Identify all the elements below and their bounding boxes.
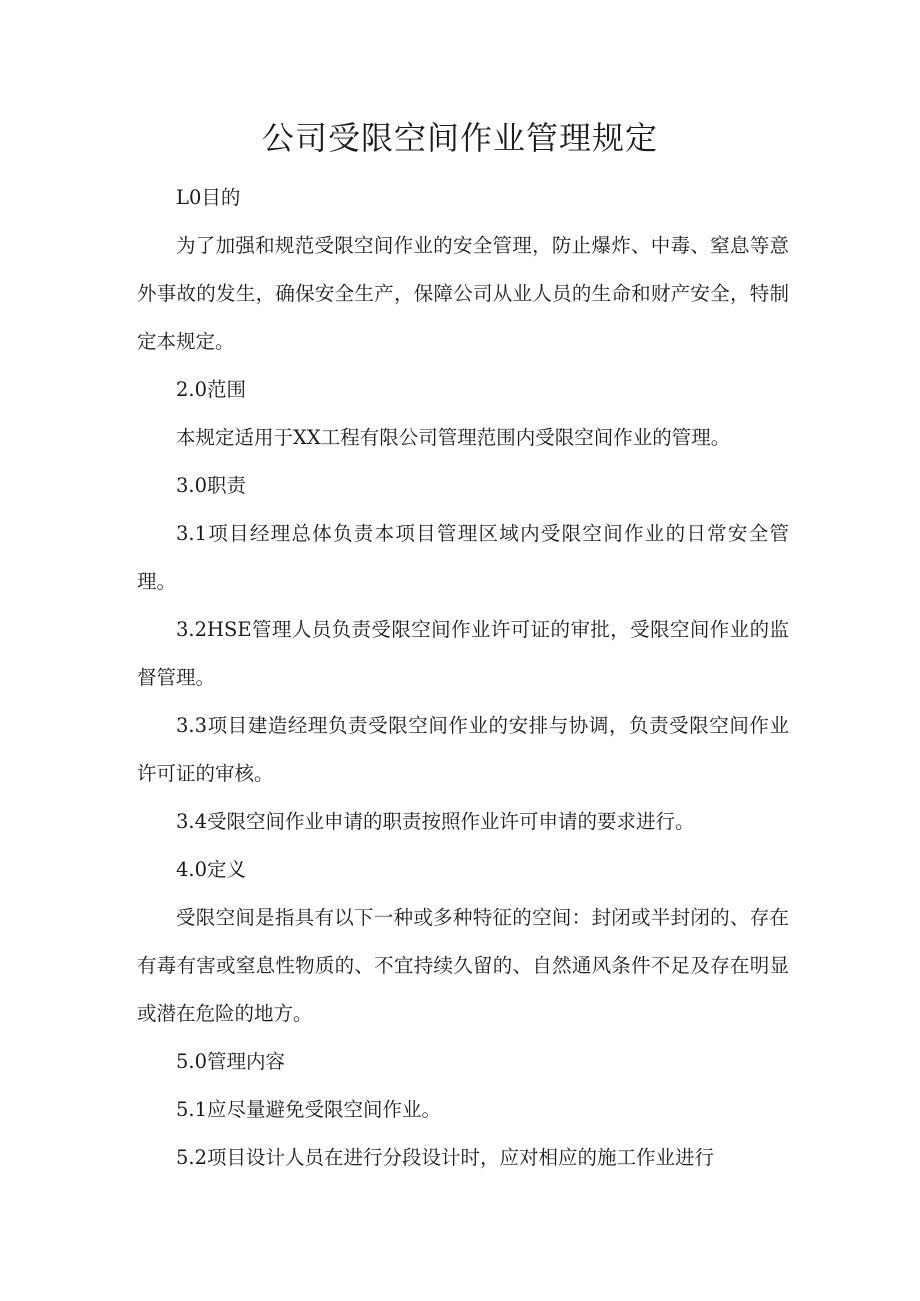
section-heading-purpose: L0目的 bbox=[176, 186, 241, 209]
paragraph-responsibility-3-2: 3.2HSE管理人员负责受限空间作业许可证的审批，受限空间作业的监督管理。 bbox=[137, 618, 789, 689]
document-body bbox=[137, 174, 789, 1182]
paragraph-responsibility-3-4: 3.4受限空间作业申请的职责按照作业许可申请的要求进行。 bbox=[176, 810, 695, 833]
document-title: 公司受限空间作业管理规定 bbox=[261, 119, 658, 157]
paragraph-responsibility-3-3: 3.3项目建造经理负责受限空间作业的安排与协调，负责受限空间作业许可证的审核。 bbox=[137, 714, 789, 785]
paragraph-definition: 受限空间是指具有以下一种或多种特征的空间：封闭或半封闭的、存在有毒有害或窒息性物质的、不宜持续久留的、自然通风条件不足及存在明显或潜在危险的地方。 bbox=[137, 906, 789, 1025]
section-heading-management: 5.0管理内容 bbox=[176, 1050, 286, 1073]
section-heading-definition: 4.0定义 bbox=[176, 858, 247, 881]
paragraph-purpose: 为了加强和规范受限空间作业的安全管理，防止爆炸、中毒、窒息等意外事故的发生，确保安全生产，保障公司从业人员的生命和财产安全，特制定本规定。 bbox=[137, 234, 789, 353]
paragraph-management-5-1: 5.1应尽量避免受限空间作业。 bbox=[176, 1098, 442, 1121]
section-heading-scope: 2.0范围 bbox=[176, 378, 247, 401]
section-heading-responsibilities: 3.0职责 bbox=[176, 474, 247, 497]
paragraph-responsibility-3-1: 3.1项目经理总体负责本项目管理区域内受限空间作业的日常安全管理。 bbox=[137, 522, 789, 593]
paragraph-management-5-2: 5.2项目设计人员在进行分段设计时，应对相应的施工作业进行 bbox=[176, 1146, 715, 1169]
paragraph-scope: 本规定适用于XX工程有限公司管理范围内受限空间作业的管理。 bbox=[176, 426, 731, 449]
